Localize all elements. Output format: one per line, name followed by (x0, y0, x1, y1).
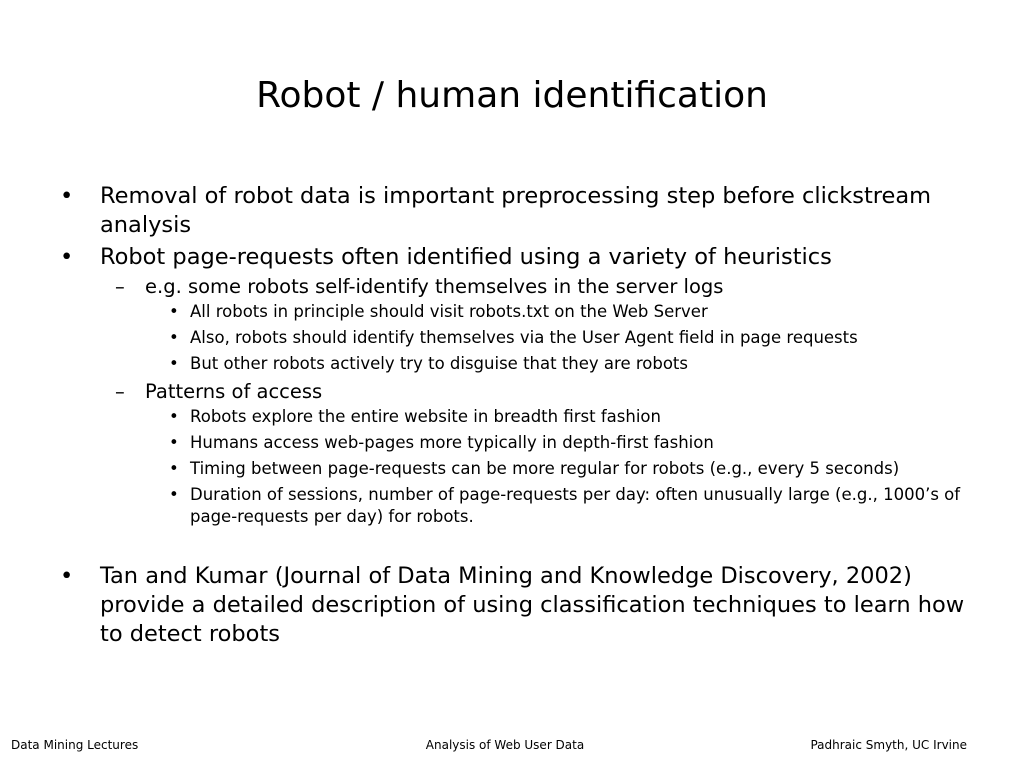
sub-sub-bullet-item (145, 301, 978, 323)
footer-topic: Analysis of Web User Data (425, 738, 585, 752)
footer-author: Padhraic Smyth, UC Irvine (810, 738, 967, 752)
bullet-item (58, 562, 978, 649)
bullet-item (58, 182, 978, 240)
sub-sub-bullet-text: All robots in principle should visit robots.txt on the Web Server (190, 302, 708, 321)
bullet-marker: • (169, 433, 179, 452)
sub-sub-bullet-item (145, 327, 978, 349)
sub-sub-bullet-text: Timing between page-requests can be more regular for robots (e.g., every 5 seconds) (190, 459, 900, 478)
sub-sub-bullet-text: Also, robots should identify themselves via the User Agent field in page requests (190, 328, 858, 347)
sub-sub-bullet-text: Duration of sessions, number of page-requests per day: often unusually large (e.g., 1000’s of page-requests per day) for robots. (190, 485, 961, 526)
sub-sub-bullet-list (145, 406, 978, 528)
sub-bullet-text: e.g. some robots self-identify themselves in the server logs (145, 275, 724, 298)
sub-bullet-item (100, 379, 978, 528)
bullet-item (58, 243, 978, 528)
footer-course: Data Mining Lectures (11, 738, 139, 752)
bullet-marker: • (169, 485, 179, 504)
dash-marker: – (115, 380, 125, 403)
sub-sub-bullet-text: Humans access web-pages more typically in depth-first fashion (190, 433, 714, 452)
slide-title: Robot / human identification (256, 75, 768, 116)
sub-sub-bullet-item (145, 353, 978, 375)
sub-bullet-item (100, 274, 978, 375)
bullet-marker: • (60, 563, 74, 589)
bullet-text: Robot page-requests often identified using a variety of heuristics (100, 244, 832, 270)
bullet-marker: • (169, 302, 179, 321)
slide-body (58, 182, 978, 652)
bullet-text: Tan and Kumar (Journal of Data Mining and Knowledge Discovery, 2002) provide a detailed description of using classification techniques to learn how to detect robots (100, 563, 965, 647)
sub-sub-bullet-text: But other robots actively try to disguise that they are robots (190, 354, 688, 373)
sub-sub-bullet-item (145, 432, 978, 454)
bullet-marker: • (169, 354, 179, 373)
sub-bullet-list (100, 274, 978, 528)
bullet-list (58, 182, 978, 649)
sub-sub-bullet-item (145, 458, 978, 480)
sub-bullet-text: Patterns of access (145, 380, 323, 403)
sub-sub-bullet-item (145, 406, 978, 428)
sub-sub-bullet-list (145, 301, 978, 375)
sub-sub-bullet-item (145, 484, 978, 528)
list-spacer (58, 532, 978, 562)
sub-sub-bullet-text: Robots explore the entire website in breadth first fashion (190, 407, 661, 426)
bullet-marker: • (169, 459, 179, 478)
bullet-text: Removal of robot data is important preprocessing step before clickstream analysis (100, 183, 932, 238)
dash-marker: – (115, 275, 125, 298)
bullet-marker: • (60, 183, 74, 209)
bullet-marker: • (169, 328, 179, 347)
bullet-marker: • (60, 244, 74, 270)
bullet-marker: • (169, 407, 179, 426)
